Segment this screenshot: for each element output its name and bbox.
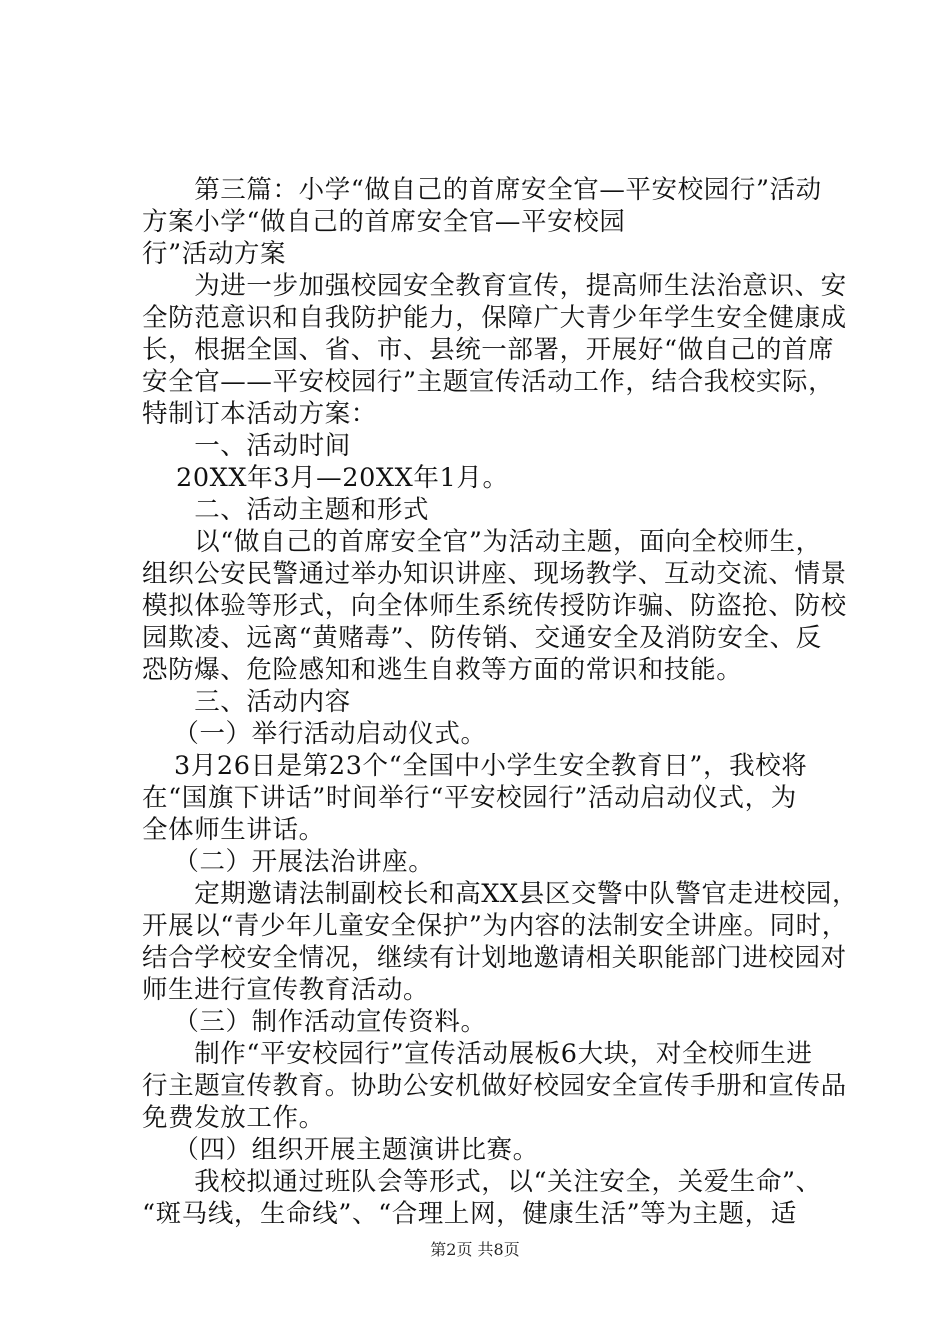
text-line: 特制订本活动方案： (142, 399, 377, 429)
text-line: 行主题宣传教育。协助公安机做好校园安全宣传手册和宣传品 (142, 1071, 847, 1101)
text-line: 园欺凌、远离“黄赌毒”、防传销、交通安全及消防安全、反 (142, 623, 822, 653)
subsection-heading: （一）举行活动启动仪式。 (160, 719, 487, 749)
text-line: “斑马线，生命线”、“合理上网，健康生活”等为主题，适 (142, 1199, 797, 1229)
title-line-1: 第三篇：小学“做自己的首席安全官—平安校园行”活动 (142, 175, 822, 205)
text-line: 恐防爆、危险感知和逃生自救等方面的常识和技能。 (142, 655, 743, 685)
text-line: 制作“平安校园行”宣传活动展板6大块，对全校师生进 (142, 1039, 813, 1069)
subsection-heading: （四）组织开展主题演讲比赛。 (160, 1135, 539, 1165)
subsection-heading: （三）制作活动宣传资料。 (160, 1007, 487, 1037)
text-line: 开展以“青少年儿童安全保护”为内容的法制安全讲座。同时， (142, 911, 848, 941)
section-heading: 三、活动内容 (142, 687, 351, 717)
section-heading: 二、活动主题和形式 (142, 495, 430, 525)
text-line: 定期邀请法制副校长和高XX县区交警中队警官走进校园， (142, 879, 859, 909)
text-line: 全防范意识和自我防护能力，保障广大青少年学生安全健康成 (142, 303, 847, 333)
text-line: 免费发放工作。 (142, 1103, 325, 1133)
text-line: 师生进行宣传教育活动。 (142, 975, 430, 1005)
text-line: 以“做自己的首席安全官”为活动主题，面向全校师生， (142, 527, 822, 557)
title-line-2: 方案小学“做自己的首席安全官—平安校园 (142, 207, 626, 237)
text-line: 为进一步加强校园安全教育宣传，提高师生法治意识、安 (142, 271, 847, 301)
title-line-3: 行”活动方案 (142, 239, 287, 269)
text-line: 在“国旗下讲话”时间举行“平安校园行”活动启动仪式，为 (142, 783, 797, 813)
text-line: 模拟体验等形式，向全体师生系统传授防诈骗、防盗抢、防校 (142, 591, 847, 621)
text-line: 组织公安民警通过举办知识讲座、现场教学、互动交流、情景 (142, 559, 847, 589)
text-line: 20XX年3月—20XX年1月。 (176, 463, 509, 493)
section-heading: 一、活动时间 (142, 431, 351, 461)
text-line: 3月26日是第23个“全国中小学生安全教育日”，我校将 (174, 751, 808, 781)
subsection-heading: （二）开展法治讲座。 (160, 847, 435, 877)
page-number-footer: 第2页 共8页 (430, 1240, 520, 1259)
text-line: 全体师生讲话。 (142, 815, 325, 845)
text-line: 安全官——平安校园行”主题宣传活动工作，结合我校实际， (142, 367, 835, 397)
text-line: 我校拟通过班队会等形式，以“关注安全，关爱生命”、 (142, 1167, 822, 1197)
text-line: 结合学校安全情况，继续有计划地邀请相关职能部门进校园对 (142, 943, 847, 973)
text-line: 长，根据全国、省、市、县统一部署，开展好“做自己的首席 (142, 335, 835, 365)
